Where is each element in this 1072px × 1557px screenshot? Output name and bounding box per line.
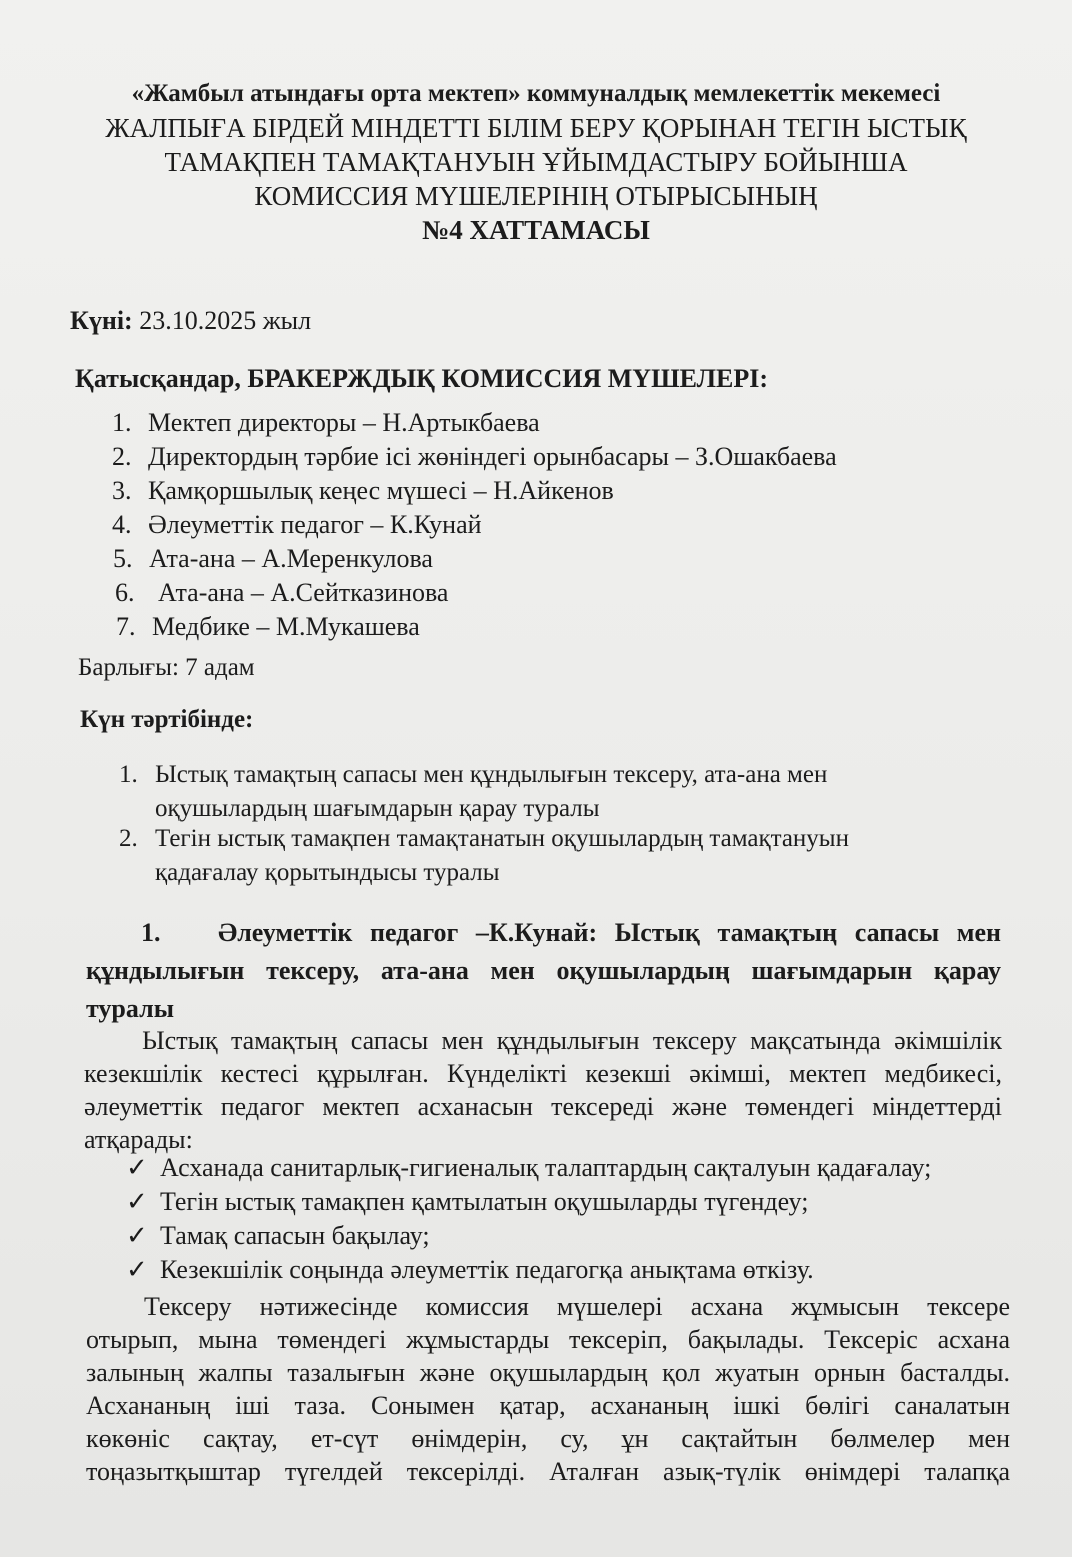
organization-name: «Жамбыл атындағы орта мектеп» коммуналдық мемлекеттік мекемесі	[131, 80, 941, 107]
paragraph-line: отырып, мына төмендегі жұмыстарды тексеріп, бақылады. Тексеріс асхана	[86, 1325, 1010, 1354]
attendees-total: Барлығы: 7 адам	[78, 654, 255, 681]
paragraph-line: Асхананың іші таза. Сонымен қатар, асхананың ішкі бөлігі саналатын	[86, 1391, 1010, 1420]
attendee-number: 7.	[116, 612, 136, 641]
paragraph-line: кезекшілік кестесі құрылған. Күнделікті кезекші әкімші, мектеп медбикесі,	[84, 1059, 1002, 1088]
attendee-number: 5.	[113, 544, 133, 573]
check-item-text: Асханада санитарлық-гигиеналық талаптардың сақталуын қадағалау;	[160, 1153, 932, 1182]
paragraph-line: Тексеру нәтижесінде комиссия мүшелері асхана жұмысын тексере	[144, 1292, 1010, 1321]
section-number: 1.	[141, 918, 161, 947]
meeting-date	[70, 306, 311, 336]
paragraph-line: тоңазытқыштар түгелдей тексерілді. Аталған азық-түлік өнімдері талапқа	[86, 1457, 1010, 1486]
checkmark-icon: ✓	[126, 1221, 148, 1250]
section-heading	[86, 914, 1001, 1028]
protocol-number: №4 ХАТТАМАСЫ	[422, 215, 650, 245]
attendee-item	[113, 544, 433, 574]
attendee-text: Мектеп директоры – Н.Артыкбаева	[148, 408, 540, 437]
agenda-text-line-1: Тегін ыстық тамақпен тамақтанатын оқушылардың тамақтануын	[155, 825, 849, 852]
attendee-item	[112, 408, 540, 438]
agenda-text-line-2: оқушылардың шағымдарын қарау туралы	[155, 795, 600, 822]
section-paragraph-2	[86, 1290, 1010, 1488]
checkmark-icon: ✓	[126, 1255, 148, 1284]
agenda-item	[119, 758, 828, 826]
attendee-item	[116, 612, 420, 642]
check-item-text: Тегін ыстық тамақпен қамтылатын оқушыларды түгендеу;	[160, 1187, 809, 1216]
agenda-text-line-1: Ыстық тамақтың сапасы мен құндылығын тексеру, ата-ана мен	[155, 761, 828, 788]
attendee-number: 3.	[112, 476, 132, 505]
attendee-number: 1.	[112, 408, 132, 437]
agenda-item	[119, 822, 849, 890]
check-item-text: Кезекшілік соңында әлеуметтік педагогқа анықтама өткізу.	[160, 1255, 814, 1284]
attendee-item	[112, 510, 482, 540]
check-item	[126, 1187, 808, 1217]
section-heading-line-3: туралы	[86, 994, 175, 1023]
checkmark-icon: ✓	[126, 1153, 148, 1182]
paragraph-line: атқарады:	[84, 1125, 193, 1154]
attendee-item	[112, 442, 837, 472]
check-item	[126, 1255, 814, 1285]
date-label: Күні:	[70, 306, 133, 335]
agenda-heading: Күн тәртібінде:	[80, 706, 254, 733]
date-value: 23.10.2025 жыл	[139, 306, 312, 335]
checkmark-icon: ✓	[126, 1187, 148, 1216]
attendee-number: 2.	[112, 442, 132, 471]
section-heading-text-1: Әлеуметтік педагог –К.Кунай: Ыстық тамақтың сапасы мен	[218, 918, 1001, 947]
check-item-text: Тамақ сапасын бақылау;	[160, 1221, 430, 1250]
attendee-text: Қамқоршылық кеңес мүшесі – Н.Айкенов	[148, 476, 614, 505]
attendee-item	[115, 578, 448, 608]
attendee-text: Директордың тәрбие ісі жөніндегі орынбасары – З.Ошакбаева	[148, 442, 837, 471]
document-title-line-3: КОМИССИЯ МҮШЕЛЕРІНІҢ ОТЫРЫСЫНЫҢ	[254, 181, 818, 211]
attendee-text: Медбике – М.Мукашева	[152, 612, 420, 641]
attendee-text: Әлеуметтік педагог – К.Кунай	[148, 510, 482, 539]
section-heading-line-2: құндылығын тексеру, ата-ана мен оқушылардың шағымдарын қарау	[86, 956, 1001, 985]
agenda-text-line-2: қадағалау қорытындысы туралы	[155, 859, 500, 886]
paragraph-line: көкөніс сақтау, ет-сүт өнімдерін, су, ұн сақтайтын бөлмелер мен	[86, 1424, 1010, 1453]
attendees-heading: Қатысқандар, БРАКЕРЖДЫҚ КОМИССИЯ МҮШЕЛЕРІ:	[75, 364, 769, 393]
paragraph-line: Ыстық тамақтың сапасы мен құндылығын тексеру мақсатында әкімшілік	[142, 1026, 1002, 1055]
section-paragraph-1	[84, 1024, 1002, 1156]
document-title-line-2: ТАМАҚПЕН ТАМАҚТАНУЫН ҰЙЫМДАСТЫРУ БОЙЫНША	[164, 147, 908, 177]
check-item	[126, 1221, 430, 1251]
document-title-line-1: ЖАЛПЫҒА БІРДЕЙ МІНДЕТТІ БІЛІМ БЕРУ ҚОРЫНАН ТЕГІН ЫСТЫҚ	[105, 113, 967, 143]
section-heading-line-1	[86, 914, 1001, 952]
attendee-number: 6.	[115, 578, 135, 607]
agenda-number: 1.	[119, 761, 138, 788]
agenda-number: 2.	[119, 825, 138, 852]
attendee-text: Ата-ана – А.Сейтказинова	[158, 578, 449, 607]
attendee-number: 4.	[112, 510, 132, 539]
paragraph-line: залының жалпы тазалығын және оқушылардың қол жуатын орнын басталды.	[86, 1358, 1010, 1387]
paragraph-line: әлеуметтік педагог мектеп асханасын тексереді және төмендегі міндеттерді	[84, 1092, 1002, 1121]
attendee-text: Ата-ана – А.Меренкулова	[149, 544, 433, 573]
attendee-item	[112, 476, 614, 506]
check-item	[126, 1153, 931, 1183]
